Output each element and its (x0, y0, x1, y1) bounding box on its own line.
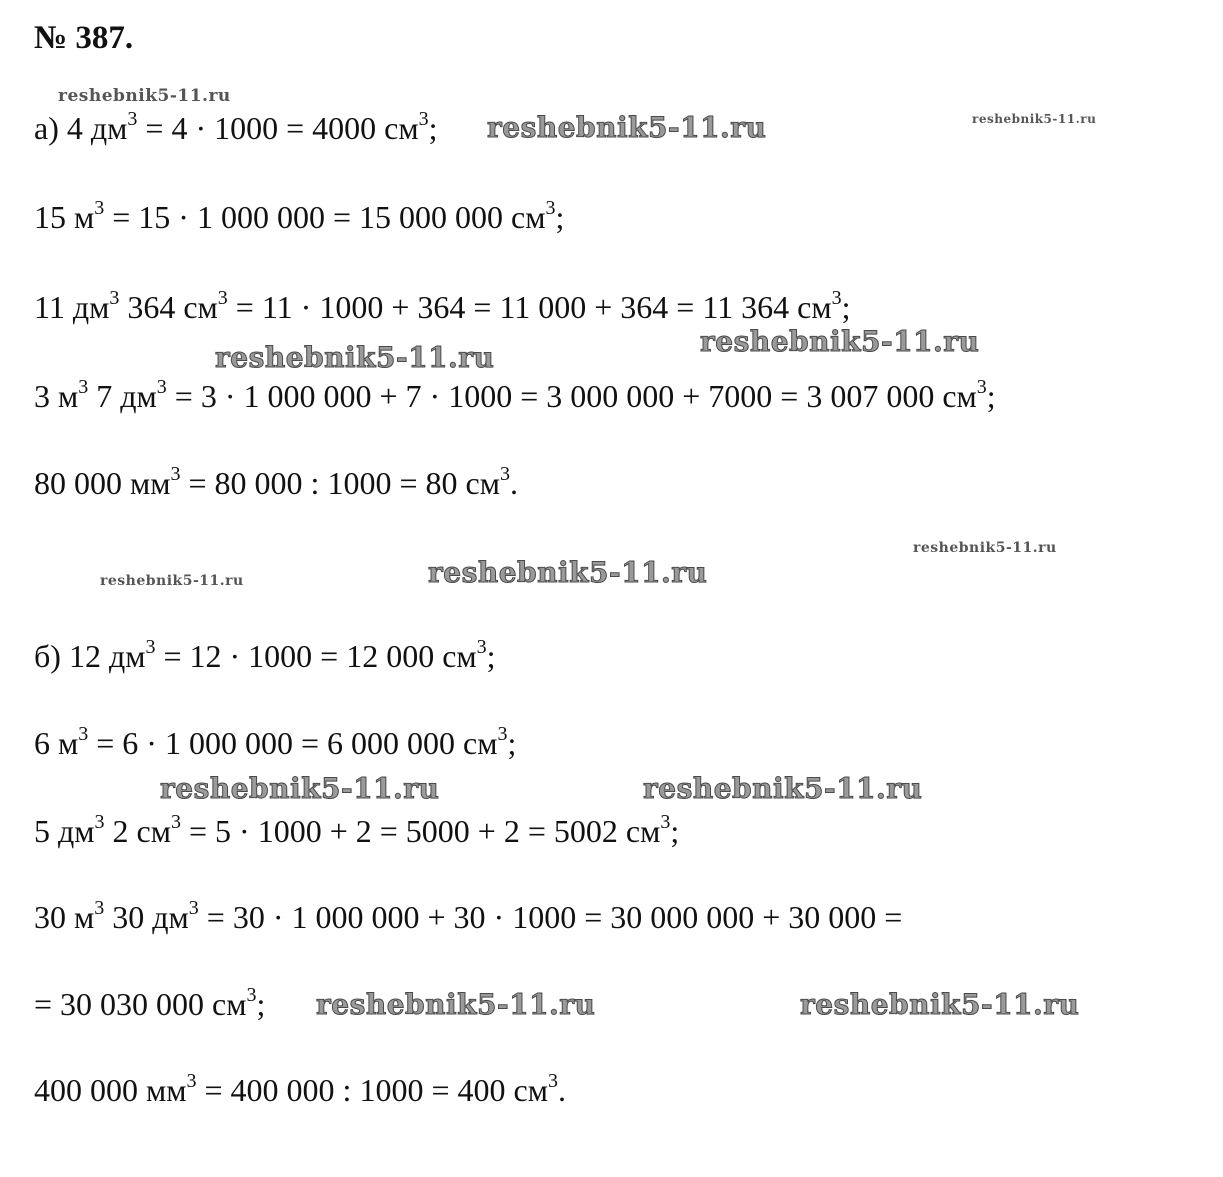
watermark: reshebnik5-11.ru (643, 772, 923, 805)
problem-number: № 387. (34, 20, 134, 56)
equation-line: 3 $м^3$ 7 $дм^3 = 3 \cdot 1$ 000 000 + 7 · 1000 = 3 000 000 + 7000 = 3 007 000 $см^3$; (34, 376, 996, 414)
watermark: reshebnik5-11.ru (487, 111, 767, 144)
equation-line: = 30 030 000 $см^3$; (34, 984, 266, 1022)
watermark: reshebnik5-11.ru (316, 988, 596, 1021)
watermark: reshebnik5-11.ru (428, 556, 708, 589)
watermark: reshebnik5-11.ru (100, 573, 244, 589)
watermark: reshebnik5-11.ru (800, 988, 1080, 1021)
watermark: reshebnik5-11.ru (215, 341, 495, 374)
watermark: reshebnik5-11.ru (160, 772, 440, 805)
watermark: reshebnik5-11.ru (700, 325, 980, 358)
equation-line: 15 $м^3 = 15 \cdot 1$ 000 000 = 15 000 000 $см^3$; (34, 197, 565, 235)
equation-line: 5 $дм^3$ 2 $см^3 = 5 \cdot 1000 + 2 = 5000 + 2 = 5002$ $см^3$; (34, 811, 680, 849)
watermark: reshebnik5-11.ru (972, 112, 1097, 126)
equation-line: 80 000 $мм^3 = 80$ 000 : 1000 = 80 $см^3$. (34, 463, 518, 501)
watermark: reshebnik5-11.ru (913, 540, 1057, 556)
equation-line: б) 12 $дм^3 = 12 \cdot 1000 = 12$ 000 $см^3$; (34, 636, 496, 674)
equation-line: 6 $м^3 = 6 \cdot 1$ 000 000 = 6 000 000 $см^3$; (34, 723, 517, 761)
equation-line: 30 $м^3$ 30 $дм^3 = 30 \cdot 1$ 000 000 + 30 · 1000 = 30 000 000 + 30 000 = (34, 897, 903, 935)
equation-line: 400 000 $мм^3 = 400$ 000 : 1000 = 400 $см^3$. (34, 1070, 566, 1108)
equation-line: а) 4 $дм^3 = 4 \cdot 1000 = 4000$ $см^3$; (34, 108, 438, 146)
equation-line: 11 $дм^3$ 364 $см^3 = 11 \cdot 1000 + 364 = 11$ 000 + 364 = 11 364 $см^3$; (34, 287, 851, 325)
watermark: reshebnik5-11.ru (58, 86, 231, 106)
